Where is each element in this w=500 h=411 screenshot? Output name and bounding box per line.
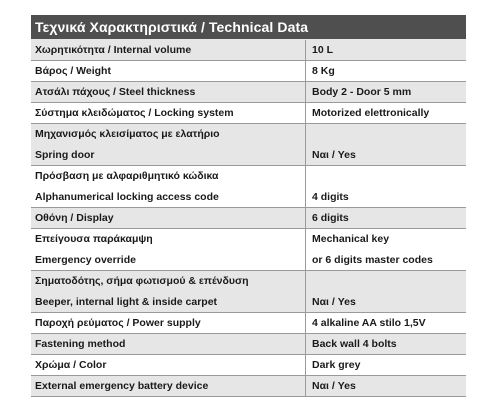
table-row [31,334,466,354]
table-row [31,103,466,123]
row-value-line2: Ναι / Yes [312,295,356,308]
row-value: 6 digits [305,208,466,228]
row-label [31,271,305,312]
row-label-english: Alphanumerical locking access code [35,190,219,203]
row-label: Χωρητικότητα / Internal volume [35,44,192,56]
table-row [31,208,466,228]
row-value: 8 Kg [305,61,466,81]
table-row [31,124,466,165]
row-label: External emergency battery device [35,380,209,392]
technical-data-table [31,15,466,397]
row-value-line2: 4 digits [312,190,349,203]
table-row [31,40,466,60]
row-label-greek: Επείγουσα παράκαμψη [35,233,153,245]
row-value: Body 2 - Door 5 mm [305,82,466,102]
row-label: Βάρος / Weight [35,65,111,77]
row-label: Παροχή ρεύματος / Power supply [35,317,201,329]
table-row [31,271,466,312]
row-value [305,124,466,165]
table-title: Τεχνικά Χαρακτηριστικά / Technical Data [31,15,466,39]
row-value-line1 [312,166,466,187]
row-value: Ναι / Yes [305,376,466,396]
table-row [31,313,466,333]
table-row [31,166,466,207]
row-value [305,166,466,207]
row-label-greek: Σηματοδότης, σήμα φωτισμού & επένδυση [35,275,249,287]
row-label: Ατσάλι πάχους / Steel thickness [35,86,196,98]
row-label [31,166,305,207]
row-value: Back wall 4 bolts [305,334,466,354]
row-label-english: Beeper, internal light & inside carpet [35,295,218,308]
row-value: 10 L [305,40,466,60]
table-row [31,355,466,375]
row-value-line1 [312,271,466,292]
table-row [31,229,466,270]
row-value: Dark grey [305,355,466,375]
row-label: Οθόνη / Display [35,212,114,224]
row-value-line2: Ναι / Yes [312,148,356,161]
table-row [31,376,466,396]
row-value [305,229,466,270]
row-label-english: Emergency override [35,253,136,266]
table-row [31,61,466,81]
row-label: Χρώμα / Color [35,359,107,371]
table-body [31,39,466,397]
row-label [31,229,305,270]
row-label-greek: Πρόσβαση με αλφαριθμητικό κώδικα [35,170,219,182]
row-label: Σύστημα κλειδώματος / Locking system [35,107,234,119]
row-label: Fastening method [35,338,126,350]
row-value-line1: Mechanical key [312,233,390,245]
row-label-english: Spring door [35,148,95,161]
row-value [305,271,466,312]
row-label-greek: Μηχανισμός κλεισίματος με ελατήριο [35,128,220,140]
row-value-line1 [312,124,466,145]
table-row [31,82,466,102]
row-label [31,124,305,165]
row-value-line2: or 6 digits master codes [312,253,433,266]
row-value: Motorized elettronically [305,103,466,123]
row-divider [31,396,466,397]
row-value: 4 alkaline AA stilo 1,5V [305,313,466,333]
